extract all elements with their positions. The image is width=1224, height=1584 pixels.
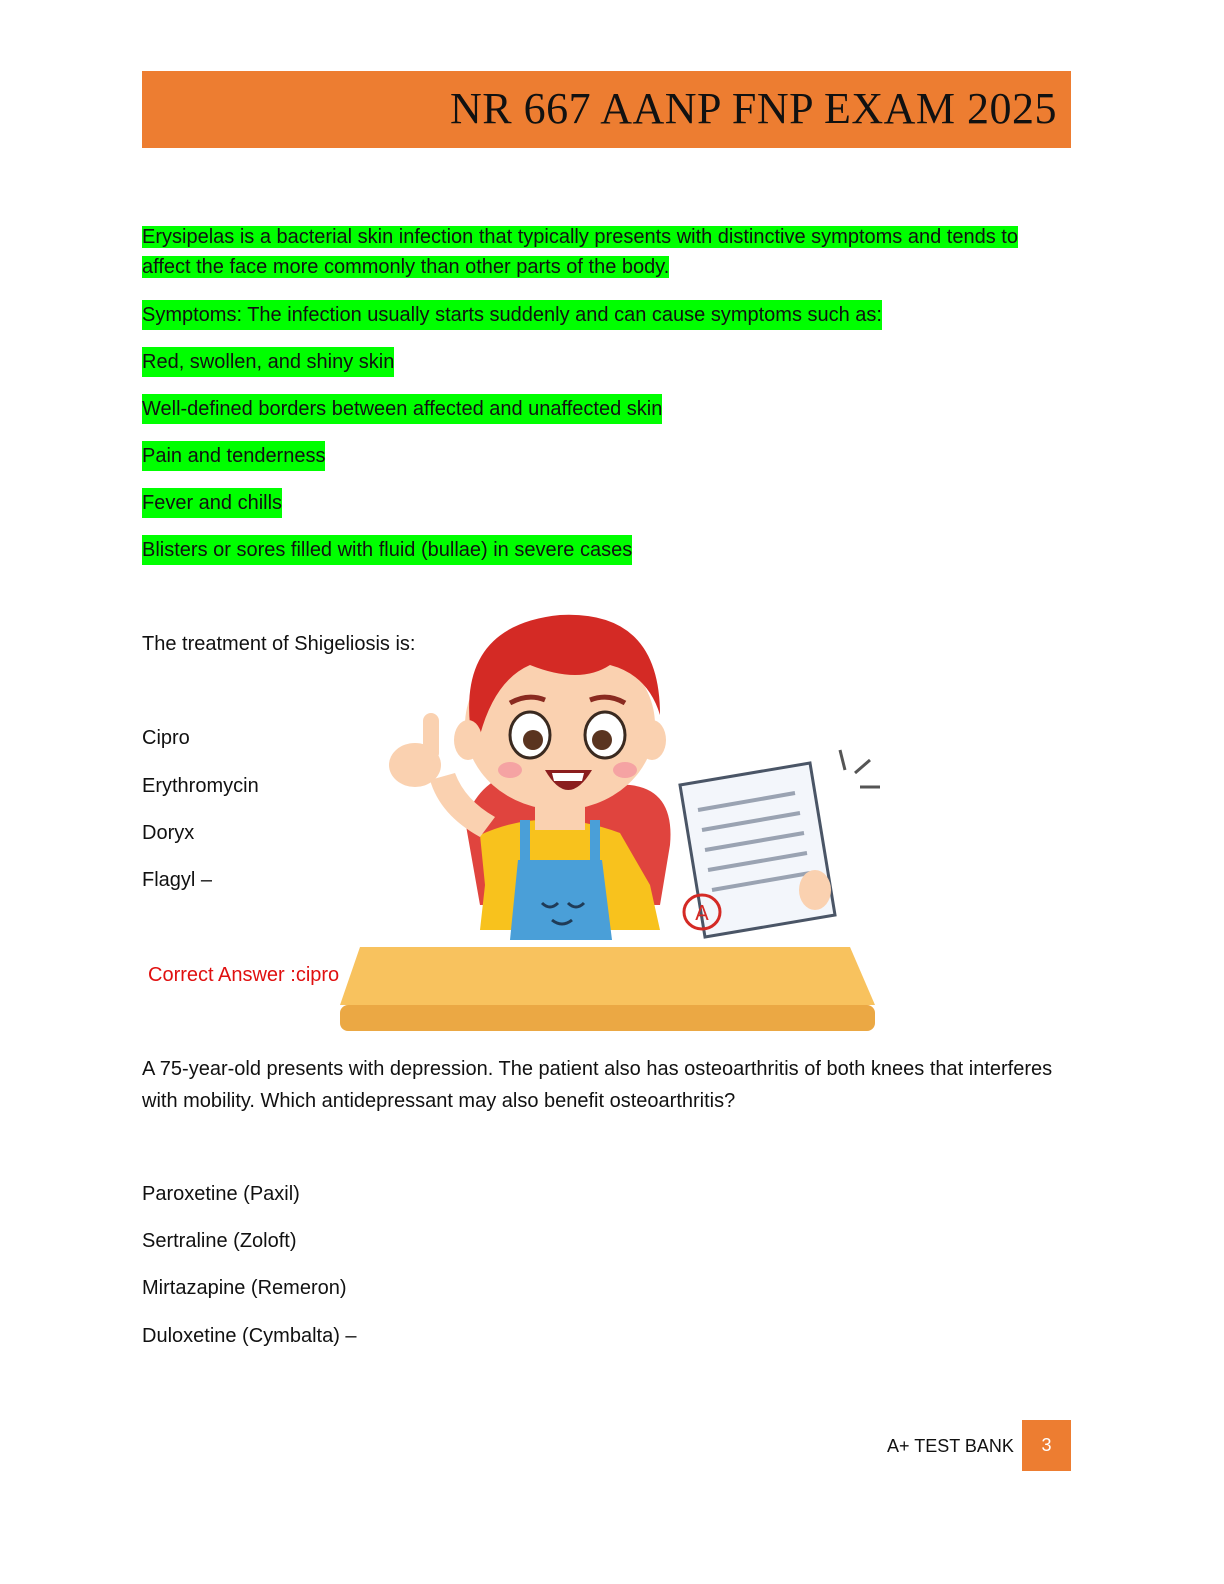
header-band bbox=[142, 71, 1071, 148]
symptom-item: Red, swollen, and shiny skin bbox=[142, 347, 394, 377]
question-1-option: Doryx bbox=[142, 822, 195, 844]
symptoms-heading: Symptoms: The infection usually starts suddenly and can cause symptoms such as: bbox=[142, 300, 882, 330]
symptom-item: Well-defined borders between affected and unaffected skin bbox=[142, 394, 662, 424]
page-number: 3 bbox=[1022, 1420, 1071, 1471]
document-title: NR 667 AANP FNP EXAM 2025 bbox=[450, 84, 1057, 133]
question-2-option: Sertraline (Zoloft) bbox=[142, 1230, 297, 1252]
question-1-text: The treatment of Shigeliosis is: bbox=[142, 633, 416, 655]
question-2-option: Duloxetine (Cymbalta) – bbox=[142, 1325, 357, 1347]
symptom-item: Blisters or sores filled with fluid (bullae) in severe cases bbox=[142, 535, 632, 565]
paper-grade: A bbox=[695, 901, 709, 925]
question-2-option: Mirtazapine (Remeron) bbox=[142, 1277, 347, 1299]
question-1-option: Cipro bbox=[142, 727, 190, 749]
question-1-option: Erythromycin bbox=[142, 775, 259, 797]
question-2-option: Paroxetine (Paxil) bbox=[142, 1183, 300, 1205]
question-1-option: Flagyl – bbox=[142, 869, 213, 891]
symptom-item: Pain and tenderness bbox=[142, 441, 325, 471]
question-2-text: A 75-year-old presents with depression. The patient also has osteoarthritis of both knees that interferes with mobility. Which antidepressant may also benefit osteoarthritis? bbox=[142, 1058, 1053, 1112]
erysipelas-intro: Erysipelas is a bacterial skin infection that typically presents with distinctive symptoms and tends to affect the face more commonly than other parts of the body. bbox=[142, 226, 1018, 278]
question-1-correct-answer: Correct Answer :cipro bbox=[148, 964, 340, 986]
footer-label: A+ TEST BANK bbox=[887, 1436, 1014, 1456]
symptom-item: Fever and chills bbox=[142, 488, 282, 518]
